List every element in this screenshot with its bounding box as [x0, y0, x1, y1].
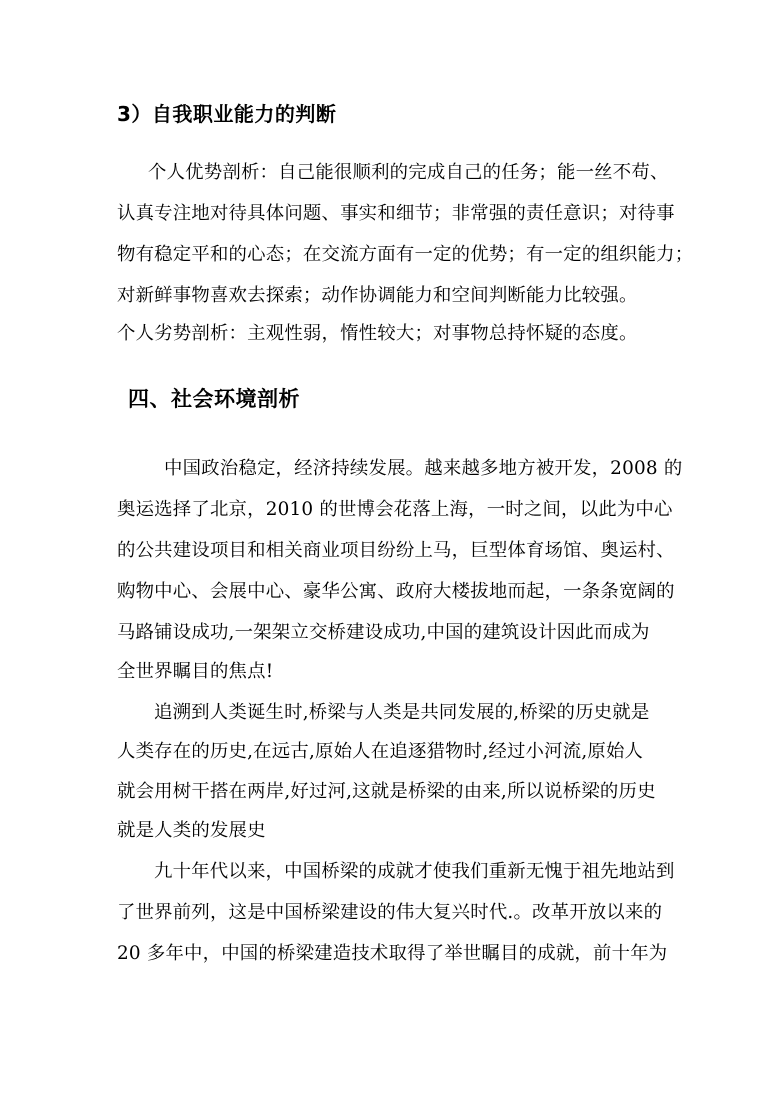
paragraph-line: 的公共建设项目和相关商业项目纷纷上马，巨型体育场馆、奥运村、	[117, 540, 675, 561]
paragraph-line: 物有稳定平和的心态；在交流方面有一定的优势；有一定的组织能力；	[117, 244, 694, 265]
paragraph-line: 马路铺设成功,一架架立交桥建设成功,中国的建筑设计因此而成为	[117, 622, 650, 643]
section-heading-social-environment: 四、社会环境剖析	[128, 387, 300, 411]
paragraph-line: 个人优势剖析：自己能很顺利的完成自己的任务；能一丝不苟、	[148, 162, 669, 183]
paragraph-line: 中国政治稳定，经济持续发展。越来越多地方被开发，2008 的	[164, 458, 683, 479]
paragraph-line: 奥运选择了北京，2010 的世博会花落上海，一时之间，以此为中心	[117, 499, 673, 520]
paragraph-line: 追溯到人类诞生时,桥梁与人类是共同发展的,桥梁的历史就是	[154, 702, 650, 723]
paragraph-line: 对新鲜事物喜欢去探索；动作协调能力和空间判断能力比较强。	[117, 285, 638, 306]
paragraph-line: 20 多年中，中国的桥梁建造技术取得了举世瞩目的成就，前十年为	[117, 943, 668, 964]
paragraph-line: 个人劣势剖析：主观性弱，惰性较大；对事物总持怀疑的态度。	[117, 323, 638, 344]
paragraph-line: 认真专注地对待具体问题、事实和细节；非常强的责任意识；对待事	[117, 203, 675, 224]
paragraph-line: 人类存在的历史,在远古,原始人在追逐猎物时,经过小河流,原始人	[117, 741, 644, 762]
paragraph-line: 九十年代以来，中国桥梁的成就才使我们重新无愧于祖先地站到	[154, 861, 675, 882]
paragraph-line: 了世界前列，这是中国桥梁建设的伟大复兴时代.。改革开放以来的	[117, 902, 663, 923]
section-heading-self-ability: 3）自我职业能力的判断	[117, 102, 337, 126]
paragraph-line: 就会用树干搭在两岸,好过河,这就是桥梁的由来,所以说桥梁的历史	[117, 781, 656, 802]
paragraph-line: 购物中心、会展中心、豪华公寓、政府大楼拔地而起，一条条宽阔的	[117, 581, 675, 602]
paragraph-line: 就是人类的发展史	[117, 820, 266, 841]
paragraph-line: 全世界瞩目的焦点!	[117, 661, 274, 682]
